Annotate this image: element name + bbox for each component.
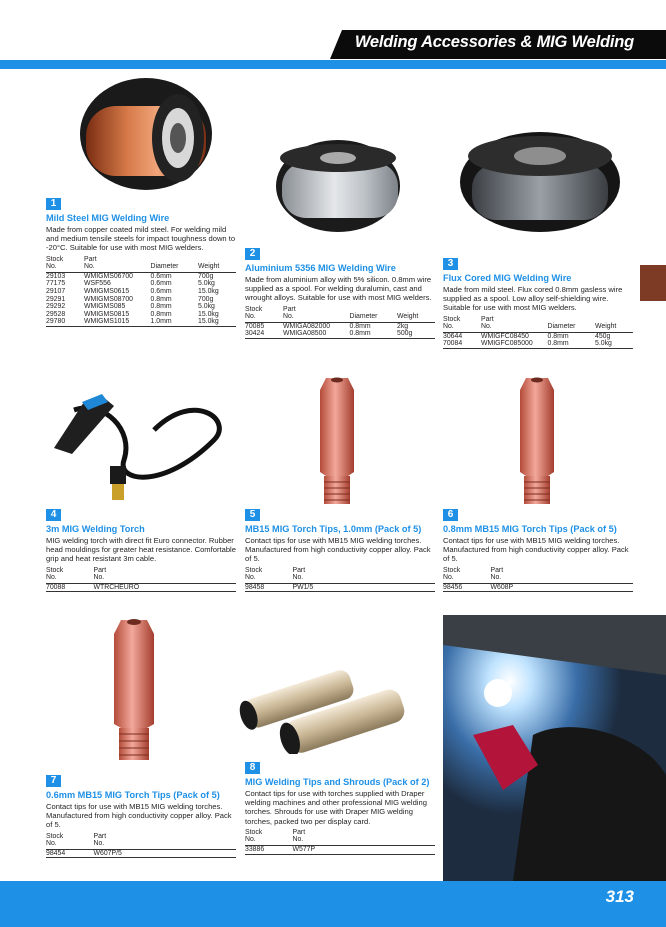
spec-header-text: No. (292, 574, 304, 582)
spec-cell: 70085 (245, 322, 265, 330)
spec-header-text: Stock (46, 832, 64, 840)
product-number-badge: 3 (443, 258, 458, 270)
spec-cell: 5.0kg (595, 340, 633, 348)
spec-cell: 29107 (46, 287, 66, 295)
table-row (46, 583, 236, 592)
spec-column-header (46, 567, 94, 584)
product-image-shrouds (226, 654, 426, 754)
product-image-tip-2 (512, 372, 562, 508)
spec-cell: WTRCHEURO (94, 583, 237, 592)
spec-header-text: No. (46, 263, 57, 271)
product-number-badge: 8 (245, 762, 260, 774)
product-6 (443, 504, 633, 592)
product-image-torch (44, 370, 244, 504)
spec-table (245, 306, 435, 339)
table-row (245, 583, 435, 592)
product-image-aluminium-spool (260, 136, 420, 236)
product-description: Contact tips for use with MB15 MIG welding torches. Manufactured from high conductivity copper alloy. Pack of 5. (245, 536, 431, 564)
spec-header-text: No. (245, 574, 256, 582)
product-image-tip-3 (106, 614, 162, 764)
spec-column-header (245, 829, 293, 846)
spec-cell: 500g (397, 330, 435, 338)
table-row (245, 330, 435, 338)
spec-column-header (46, 256, 84, 273)
product-4 (46, 504, 236, 592)
spec-header-text: No. (292, 836, 304, 844)
spec-cell: WMIGMS06700 (84, 272, 134, 280)
spec-cell: WMIGA082000 (283, 322, 331, 330)
spec-cell: WSF556 (84, 280, 111, 288)
spec-table-header (245, 306, 435, 323)
spec-header-text: No. (245, 836, 256, 844)
spec-header-text: Part (481, 315, 494, 323)
spec-cell: 0.8mm (150, 303, 172, 311)
spec-cell: WMIGMS1015 (84, 318, 151, 326)
spec-header-text: Part (490, 566, 504, 574)
spec-header-text: Diameter (150, 263, 179, 271)
spec-table-header (46, 833, 236, 850)
spec-header-text: No. (245, 313, 256, 321)
spec-header-text: Part (283, 305, 296, 313)
spec-column-header (350, 306, 398, 323)
product-number-badge: 1 (46, 198, 61, 210)
spec-column-header (84, 256, 151, 273)
table-row (443, 583, 633, 592)
spec-column-header (293, 567, 436, 584)
product-title: Mild Steel MIG Welding Wire (46, 213, 170, 223)
spec-cell: 0.8mm (349, 322, 371, 330)
product-description: Contact tips for use with MB15 MIG welding torches. Manufactured from high conductivity copper alloy. Pack of 5. (443, 536, 629, 564)
spec-cell: 29292 (46, 303, 66, 311)
spec-header-text: No. (46, 574, 57, 582)
spec-cell: 70084 (443, 340, 481, 348)
spec-column-header (293, 829, 436, 846)
spec-header-text: Stock (245, 828, 263, 836)
spec-cell: 700g (198, 272, 214, 280)
spec-header-text: No. (283, 313, 294, 321)
product-1 (46, 193, 236, 327)
spec-column-header (443, 567, 491, 584)
spec-header-text: Stock (46, 255, 64, 263)
spec-cell: 0.8mm (547, 332, 569, 340)
spec-column-header (245, 567, 293, 584)
spec-header-text: Part (292, 828, 306, 836)
spec-cell: WMIGA08500 (283, 330, 350, 338)
table-row (46, 311, 236, 319)
header-stripe (0, 60, 666, 69)
product-7 (46, 770, 236, 858)
product-title: 0.8mm MB15 MIG Torch Tips (Pack of 5) (443, 524, 617, 534)
spec-table (46, 256, 236, 327)
spec-table-header (443, 567, 633, 584)
product-description: Made from aluminium alloy with 5% silicon. 0.8mm wire supplied as a spool. For welding duralumin, cast and wrought alloys. Suitable for use with most MIG welders. (245, 275, 432, 303)
spec-header-text: Weight (595, 323, 617, 331)
product-3 (443, 253, 633, 349)
spec-cell: 450g (595, 332, 611, 340)
spec-cell: 98456 (443, 583, 491, 592)
product-number-badge: 2 (245, 248, 260, 260)
spec-cell: W577P (293, 846, 436, 855)
spec-table (46, 833, 236, 859)
spec-cell: W608P (491, 583, 634, 592)
spec-header-text: Diameter (349, 313, 378, 321)
product-image-flux-spool (452, 128, 632, 234)
product-number-badge: 4 (46, 509, 61, 521)
table-row (46, 296, 236, 304)
table-row (46, 288, 236, 296)
product-title: MB15 MIG Torch Tips, 1.0mm (Pack of 5) (245, 524, 422, 534)
spec-cell: 2kg (397, 322, 409, 330)
spec-cell: 0.8mm (350, 330, 398, 338)
spec-header-text: Stock (245, 566, 263, 574)
table-row (443, 332, 633, 340)
spec-cell: 0.6mm (150, 287, 172, 295)
spec-header-text: Stock (443, 566, 461, 574)
spec-column-header (198, 256, 236, 273)
spec-cell: 5.0kg (198, 303, 215, 311)
spec-cell: 0.6mm (150, 280, 172, 288)
spec-cell: WMIGMS0815 (84, 310, 130, 318)
spec-cell: 98454 (46, 849, 94, 858)
spec-column-header (443, 316, 481, 333)
spec-column-header (548, 316, 596, 333)
spec-cell: 0.8mm (150, 295, 172, 303)
spec-header-text: Part (84, 255, 97, 263)
spec-cell: 29528 (46, 310, 66, 318)
spec-cell: 0.6mm (150, 272, 172, 280)
spec-cell: 5.0kg (198, 280, 215, 288)
spec-header-text: Stock (245, 305, 263, 313)
table-row (46, 280, 236, 288)
table-row (46, 303, 236, 311)
section-tab (640, 265, 666, 301)
spec-column-header (46, 833, 94, 850)
spec-cell: WMIGMS085 (84, 303, 126, 311)
spec-table (46, 567, 236, 593)
spec-column-header (94, 833, 237, 850)
product-number-badge: 6 (443, 509, 458, 521)
spec-cell: 33886 (245, 846, 293, 855)
spec-cell: 15.0kg (198, 287, 219, 295)
table-row (46, 272, 236, 280)
spec-column-header (595, 316, 633, 333)
product-8 (245, 757, 435, 855)
product-title: 3m MIG Welding Torch (46, 524, 145, 534)
product-title: MIG Welding Tips and Shrouds (Pack of 2) (245, 777, 430, 787)
spec-header-text: No. (481, 323, 492, 331)
page-title: Welding Accessories & MIG Welding (354, 33, 634, 51)
product-2 (245, 243, 435, 339)
product-description: Made from mild steel. Flux cored 0.8mm gasless wire supplied as a spool. Low alloy self-shielding wire. Suitable for use with most MIG welders. (443, 285, 623, 313)
product-title: 0.6mm MB15 MIG Torch Tips (Pack of 5) (46, 790, 220, 800)
spec-table-header (46, 567, 236, 584)
spec-cell: WMIGMS0615 (84, 287, 130, 295)
spec-cell: 77175 (46, 280, 66, 288)
spec-header-text: No. (443, 323, 454, 331)
product-title: Flux Cored MIG Welding Wire (443, 273, 572, 283)
product-title: Aluminium 5356 MIG Welding Wire (245, 263, 396, 273)
spec-column-header (151, 256, 199, 273)
spec-column-header (283, 306, 350, 323)
spec-table (443, 316, 633, 349)
spec-header-text: Weight (198, 263, 220, 271)
spec-table (443, 567, 633, 593)
spec-table-header (245, 567, 435, 584)
spec-header-text: Part (292, 566, 306, 574)
spec-cell: 29780 (46, 318, 84, 326)
spec-header-text: Diameter (547, 323, 576, 331)
spec-cell: 98458 (245, 583, 293, 592)
spec-cell: WMIGFC085000 (481, 340, 548, 348)
spec-header-text: Stock (46, 566, 64, 574)
product-number-badge: 5 (245, 509, 260, 521)
spec-table-header (443, 316, 633, 333)
spec-column-header (245, 306, 283, 323)
spec-cell: 0.8mm (548, 340, 596, 348)
spec-table-header (245, 829, 435, 846)
product-number-badge: 7 (46, 775, 61, 787)
spec-column-header (491, 567, 634, 584)
spec-cell: 700g (198, 295, 214, 303)
spec-cell: 29103 (46, 272, 66, 280)
spec-header-text: No. (93, 840, 105, 848)
spec-table (245, 829, 435, 855)
product-description: MIG welding torch with direct fit Euro connector. Rubber head mouldings for greater heat resistance. Comfortable grip and heat resistant 3m cable. (46, 536, 236, 564)
spec-cell: 0.8mm (150, 310, 172, 318)
spec-column-header (397, 306, 435, 323)
table-row (245, 322, 435, 330)
product-description: Contact tips for use with torches supplied with Draper welding machines and other professional MIG welding torches. Shrouds for use with Draper MIG welding torches, packed two per display card. (245, 789, 427, 826)
page-number: 313 (605, 887, 634, 906)
spec-header-text: No. (46, 840, 57, 848)
spec-cell: WMIGMS08700 (84, 295, 134, 303)
spec-header-text: Part (93, 832, 107, 840)
spec-cell: W607P/5 (94, 849, 237, 858)
footer-bar (0, 881, 666, 927)
spec-column-header (481, 316, 548, 333)
table-row (245, 846, 435, 855)
spec-cell: 15.0kg (198, 310, 219, 318)
product-image-tip-1 (312, 372, 362, 508)
photo-welder-at-work (443, 615, 666, 881)
spec-header-text: Weight (397, 313, 419, 321)
spec-header-text: No. (490, 574, 502, 582)
spec-header-text: Part (93, 566, 107, 574)
spec-cell: 30644 (443, 332, 463, 340)
table-row (46, 849, 236, 858)
spec-header-text: No. (84, 263, 95, 271)
product-5 (245, 504, 435, 592)
spec-table (245, 567, 435, 593)
product-image-copper-spool (46, 76, 246, 192)
spec-cell: PW1/5 (293, 583, 436, 592)
table-row (46, 318, 236, 326)
product-description: Contact tips for use with MB15 MIG welding torches. Manufactured from high conductivity copper alloy. Pack of 5. (46, 802, 232, 830)
spec-header-text: No. (93, 574, 105, 582)
spec-cell: WMIGFC08450 (481, 332, 529, 340)
table-row (443, 340, 633, 348)
product-description: Made from copper coated mild steel. For welding mild and medium tensile steels for impact toughness down to -20°C. Suitable for use with most MIG welders. (46, 225, 236, 253)
spec-header-text: No. (443, 574, 454, 582)
spec-table-header (46, 256, 236, 273)
spec-cell: 1.0mm (151, 318, 199, 326)
spec-cell: 29291 (46, 295, 66, 303)
spec-cell: 30424 (245, 330, 283, 338)
spec-column-header (94, 567, 237, 584)
spec-cell: 15.0kg (198, 318, 236, 326)
spec-header-text: Stock (443, 315, 461, 323)
spec-cell: 70088 (46, 583, 94, 592)
